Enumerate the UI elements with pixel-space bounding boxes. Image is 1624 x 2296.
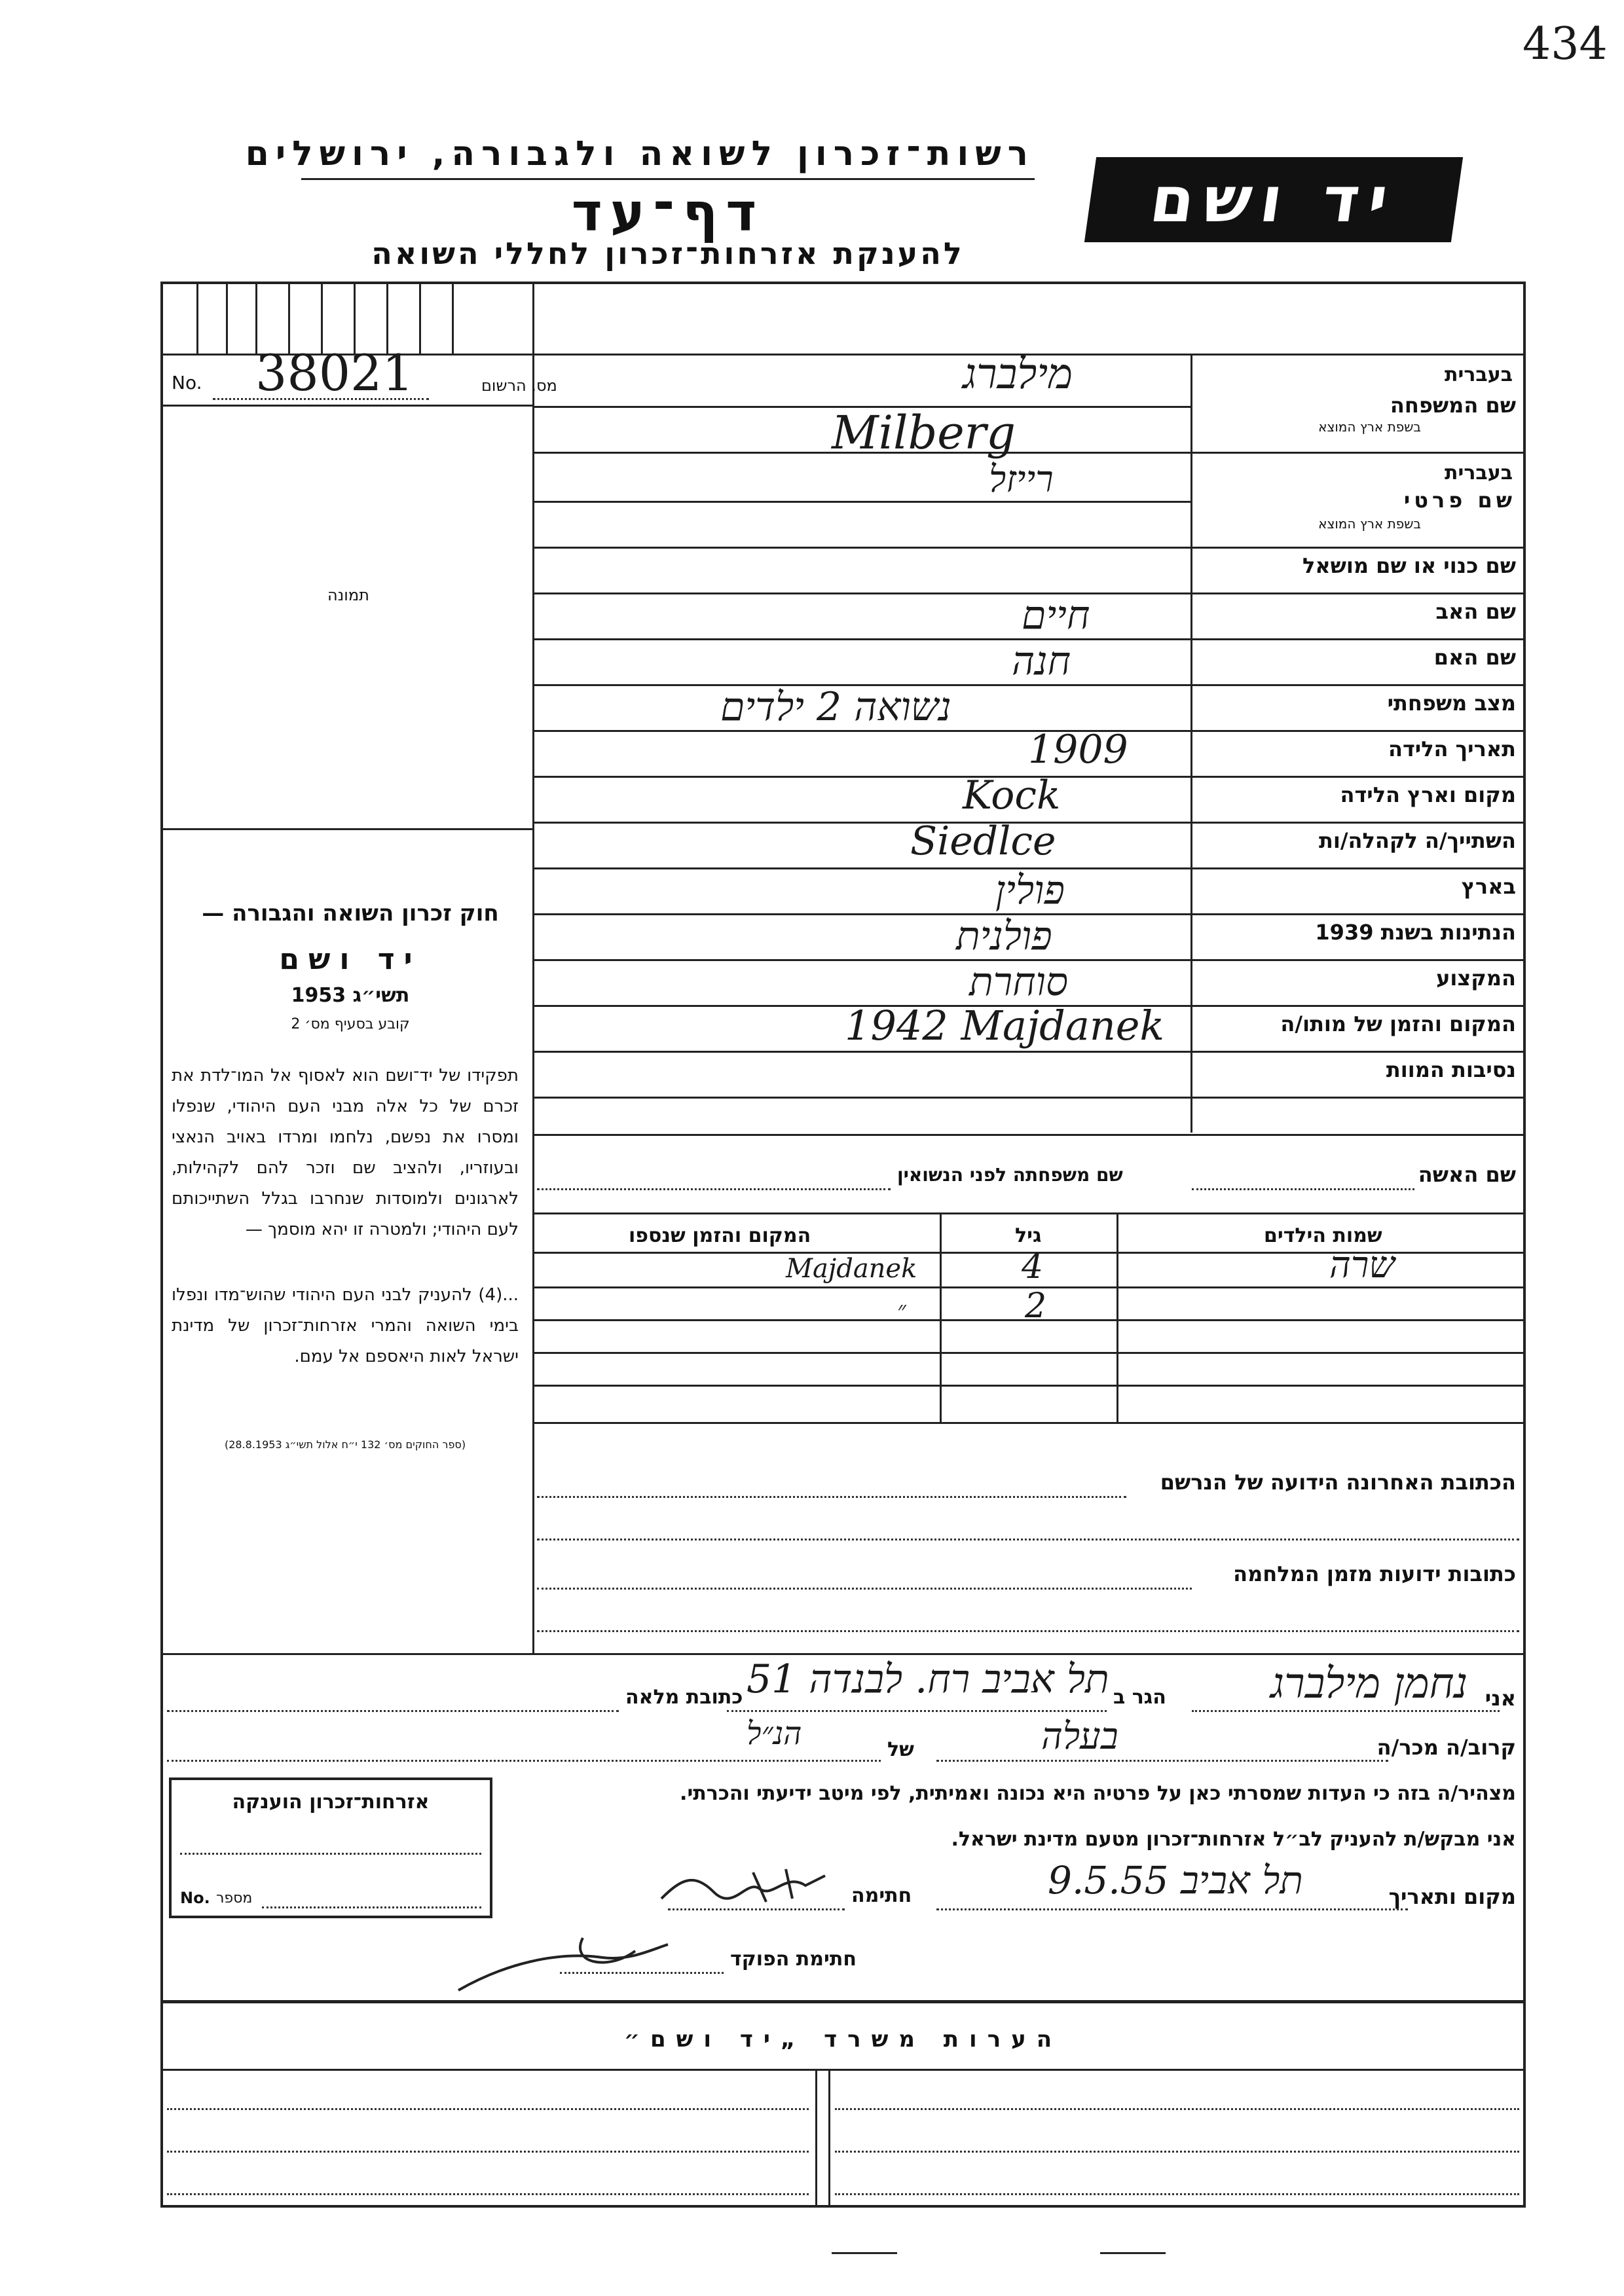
- of-label: של: [887, 1738, 914, 1761]
- children-place-header: המקום והזמן שנספו: [629, 1224, 811, 1247]
- mother-name-label: שם האם: [1433, 645, 1516, 670]
- wartime-addresses-label: כתובות ידועות מזמן המלחמה: [1233, 1561, 1516, 1586]
- office-remarks-title: הערות משרד „יד ושם״: [623, 2026, 1063, 2052]
- country-label: בארץ: [1461, 874, 1516, 899]
- children-names-header: שמות הילדים: [1264, 1224, 1382, 1247]
- community-label: השתייך/ה לקהלה/ות: [1318, 828, 1516, 853]
- child-row-1-name: שרה: [1329, 1244, 1395, 1286]
- father-name-label: שם האב: [1435, 599, 1516, 624]
- granted-box-title: אזרחות־זכרון הוענקה: [232, 1791, 430, 1813]
- of-value: הנ״ל: [747, 1715, 802, 1752]
- citizenship-1939-value: פולנית: [956, 913, 1052, 959]
- place-date-value: תל אביב 9.5.55: [1048, 1858, 1303, 1903]
- child-row-2-place: ״: [897, 1297, 906, 1324]
- wife-name-label: שם האשה: [1418, 1162, 1516, 1187]
- profession-value: סוחרת: [969, 959, 1069, 1005]
- birth-place-label: מקום וארץ הלידה: [1340, 782, 1516, 807]
- form-subtitle: להענקת אזרחות־זכרון לחללי השואה: [371, 236, 965, 271]
- nickname-label: שם כנוי או שם מושאל: [1302, 553, 1516, 578]
- family-name-label: שם המשפחה: [1390, 393, 1516, 418]
- first-name-hebrew-value: רייזל: [989, 458, 1054, 501]
- death-place-time-value: 1942 Majdanek: [845, 1002, 1165, 1049]
- law-paragraph-2: ...(4) להעניק לבני העם היהודי שהוש־מדו ונפלו בימי השואה והמרי אזרחות־זכרון של מדינת ישראל לאות היאספם אל עמם.: [172, 1285, 519, 1366]
- law-reference: (ספר החוקים מס׳ 132 י״ח אלול תשי״ג 28.8.1953): [224, 1438, 466, 1451]
- logo-text: יד ושם: [1145, 163, 1402, 236]
- first-name-hebrew-sublabel: בעברית: [1445, 462, 1513, 484]
- child-row-1-age: 4: [1022, 1247, 1044, 1286]
- death-circumstances-label: נסיבות המוות: [1386, 1057, 1516, 1082]
- law-year: תשי״ג 1953: [291, 984, 410, 1007]
- registration-no-prefix: No.: [172, 372, 202, 393]
- granted-box-no-prefix: No.: [180, 1889, 210, 1907]
- place-date-label: מקום ותאריך: [1388, 1884, 1516, 1909]
- child-row-1-place: Majdanek: [786, 1254, 917, 1284]
- declarant-name: נחמן מילברג: [1270, 1660, 1468, 1708]
- photo-label: תמונה: [327, 586, 369, 604]
- last-known-address-label: הכתובת האחרונה הידועה של הנרשם: [1160, 1470, 1516, 1495]
- law-clause: קובע בסעיף מס׳ 2: [291, 1016, 410, 1032]
- death-place-time-label: המקום והזמן של מותו/ה: [1280, 1011, 1516, 1036]
- relation-value: בעלה: [1041, 1715, 1118, 1758]
- birth-date-label: תאריך הלידה: [1388, 737, 1516, 761]
- full-address-label: כתובת מלאה: [625, 1686, 743, 1709]
- law-title: חוק זכרון השואה והגבורה —: [202, 900, 499, 926]
- children-age-header: גיל: [1015, 1224, 1042, 1247]
- relation-label: קרוב/ה מכר/ה: [1376, 1735, 1516, 1760]
- family-name-hebrew-value: מילברג: [963, 350, 1073, 399]
- declarant-signature: [655, 1853, 851, 1918]
- child-row-2-age: 2: [1025, 1286, 1047, 1326]
- profession-label: המקצוע: [1436, 966, 1516, 991]
- maiden-name-label: שם משפחתה לפני הנשואין: [897, 1164, 1123, 1186]
- resides-label: הגר ב: [1113, 1686, 1166, 1709]
- registration-label: מס. הרשום: [481, 376, 557, 395]
- officer-signature: [452, 1925, 727, 2003]
- birth-date-value: 1909: [1028, 727, 1128, 773]
- first-name-orig-sublabel: בשפת ארץ המוצא: [1318, 516, 1421, 532]
- yad-vashem-logo: [1084, 157, 1463, 242]
- law-paragraph-1: תפקידו של יד־ושם הוא לאסוף אל המו־לדת את זכרם של כל אלה מבני העם היהודי, שנפלו ומסרו את נפשם, נלחמו ומרדו באויב הנאצי ובעוזריו, ולהציב שם וזכר להם לקהילות, לארגונים ולמוסדות שנחרבו בגלל השתייכותם לעם היהודי; ולמטרה זו יהא מוסמך —: [172, 1066, 519, 1239]
- law-name: יד ושם: [279, 943, 422, 976]
- citizenship-request: אני מבקש/ת להעניק לב״ל אזרחות־זכרון מטעם מדינת ישראל.: [951, 1828, 1516, 1851]
- marital-status-label: מצב משפחתי: [1387, 691, 1516, 716]
- marital-status-value: נשואה 2 ילדים: [720, 684, 951, 730]
- family-name-original-value: Milberg: [832, 406, 1016, 460]
- left-column-divider: [532, 282, 534, 1653]
- community-value: Siedlce: [910, 818, 1056, 864]
- father-name-value: חיים: [1022, 592, 1090, 638]
- country-value: פולין: [995, 867, 1065, 913]
- footer-mark: [1100, 2252, 1166, 2254]
- authority-underline: [301, 178, 1035, 180]
- citizenship-1939-label: הנתינות בשנת 1939: [1315, 920, 1516, 945]
- first-name-label: שם פרטי: [1403, 488, 1516, 513]
- declarant-address: תל אביב רח. לבנדה 51: [747, 1656, 1109, 1702]
- birth-place-value: Kock: [963, 773, 1061, 818]
- granted-box-no-label: מספר: [216, 1890, 253, 1906]
- mother-name-value: חנה: [1012, 638, 1071, 684]
- officer-signature-label: חתימת הפוקד: [730, 1948, 857, 1971]
- family-name-hebrew-sublabel: בעברית: [1445, 363, 1513, 386]
- registration-number: 38021: [255, 344, 414, 402]
- family-name-orig-sublabel: בשפת ארץ המוצא: [1318, 419, 1421, 435]
- declaration-statement: מצהיר/ה בזה כי העדות שמסרתי כאן על פרטיה היא נכונה ואמיתית, לפי מיטב ידיעתי והכרתי.: [680, 1782, 1516, 1805]
- authority-name: רשות־זכרון לשואה ולגבורה, ירושלים: [245, 134, 1035, 173]
- signature-label: חתימה: [851, 1884, 912, 1907]
- footer-mark: [832, 2252, 897, 2254]
- form-title: דף־עד: [571, 182, 765, 243]
- declarant-label: אני: [1485, 1686, 1516, 1711]
- label-column-divider: [1190, 354, 1192, 1133]
- archive-number: 434: [1522, 18, 1608, 70]
